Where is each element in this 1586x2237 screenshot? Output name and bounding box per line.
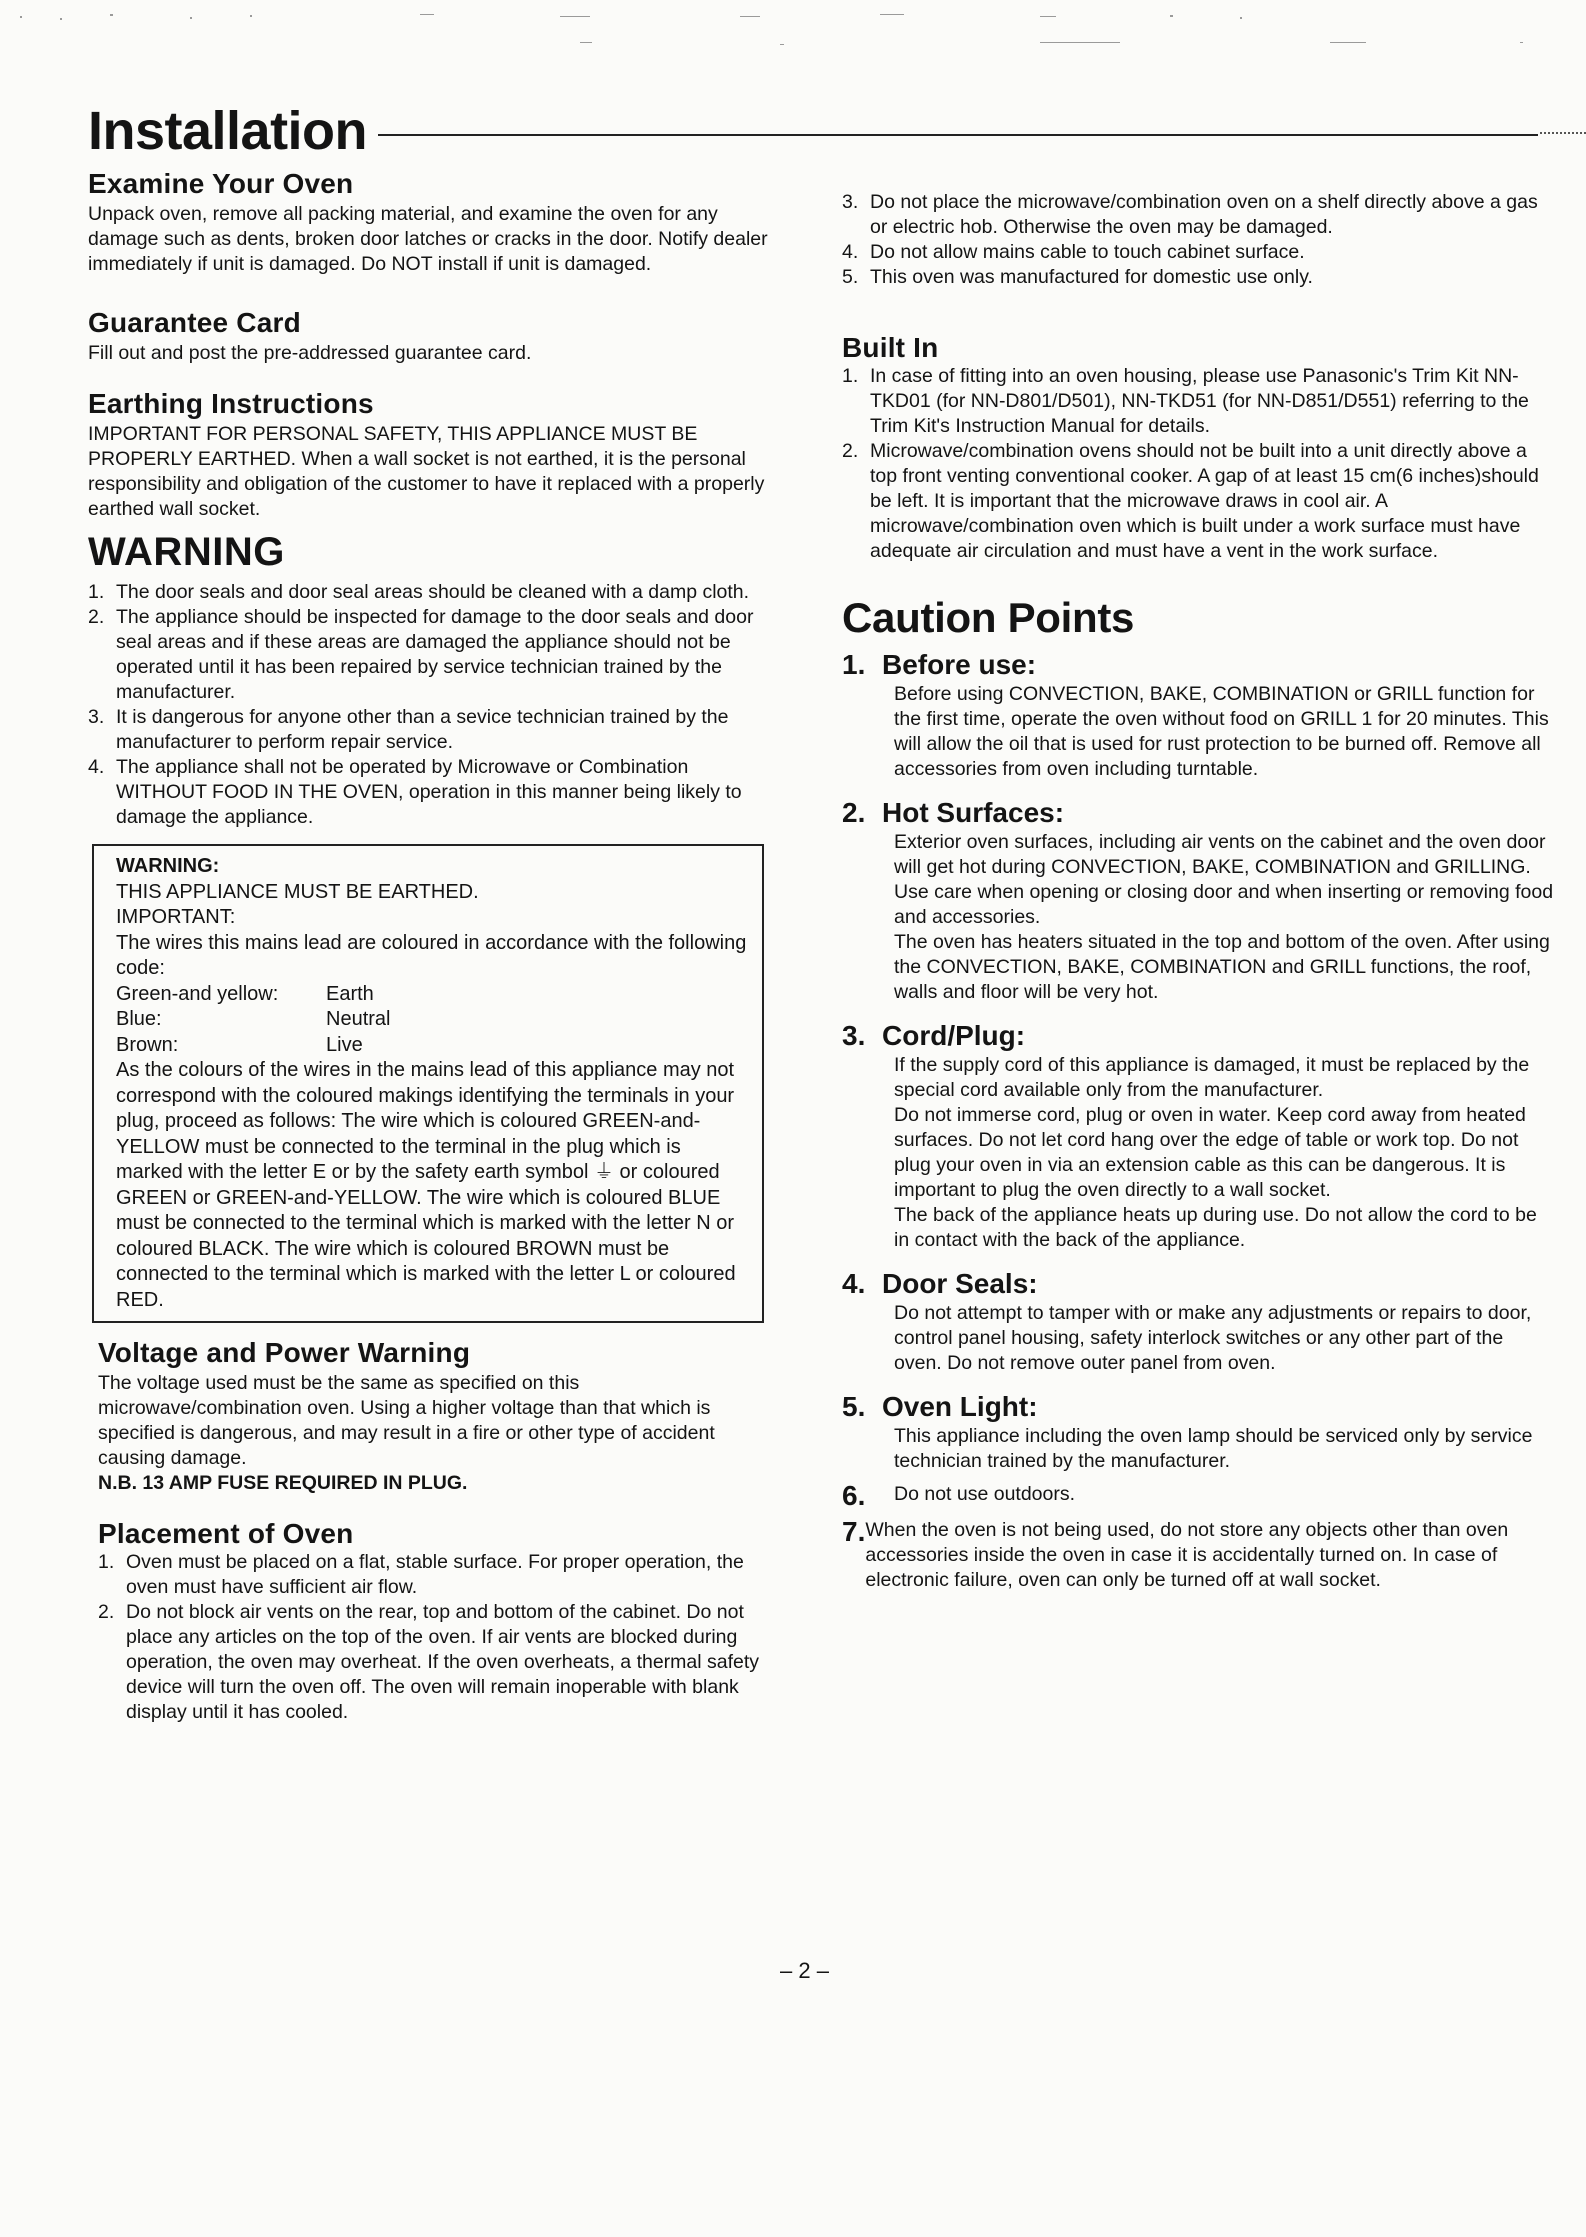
caution-point-6: 6. Do not use outdoors. — [842, 1480, 1076, 1511]
list-item: 1. In case of fitting into an oven housing, please use Panasonic's Trim Kit NN-TKD01 (for NN-D801/D501), NN-TKD51 (for NN-D851/D551) referring to the Trim Kit's Instruction Manual for details. — [842, 365, 1529, 437]
list-item: 3. Do not place the microwave/combination oven on a shelf directly above a gas or electric hob. Otherwise the oven may be damaged. — [842, 191, 1538, 238]
warning-list — [88, 580, 778, 830]
list-item: 3. It is dangerous for anyone other than a sevice technician trained by the manufacturer to perform repair service. — [88, 706, 729, 753]
voltage-heading: Voltage and Power Warning — [98, 1337, 471, 1368]
voltage-note: N.B. 13 AMP FUSE REQUIRED IN PLUG. — [98, 1472, 468, 1494]
caution-point-7: 7. When the oven is not being used, do not store any objects other than oven accessories inside the oven in case it is accidentally turned on. In case of electronic failure, oven can only be turned off at wall socket. — [842, 1516, 1509, 1591]
page-number: – 2 – — [780, 1958, 829, 1983]
title-rule — [378, 134, 1538, 136]
title-rule-tail — [1540, 132, 1586, 134]
built-in-list — [842, 364, 1554, 564]
list-item: 5. This oven was manufactured for domestic use only. — [842, 266, 1313, 288]
list-item: 2. Do not block air vents on the rear, top and bottom of the cabinet. Do not place any articles on the top of the oven. If air vents are blocked during operation, the oven may overheat. If the oven overheats, a thermal safety device will turn the oven off. The oven will remain inoperable with blank display until it has cooled. — [98, 1601, 760, 1723]
code-row: Brown: Live — [116, 1033, 363, 1056]
page-header — [88, 100, 1548, 162]
box-line3: The wires this mains lead are coloured in accordance with the following code: — [116, 931, 747, 979]
box-line1: THIS APPLIANCE MUST BE EARTHED. — [116, 880, 479, 903]
guarantee-heading: Guarantee Card — [88, 307, 301, 338]
placement-list — [88, 1550, 778, 1725]
scan-noise — [0, 8, 1586, 48]
code-row: Green-and yellow: Earth — [116, 982, 374, 1005]
box-line2: IMPORTANT: — [116, 906, 236, 928]
placement-heading: Placement of Oven — [98, 1518, 354, 1549]
warning-heading: WARNING — [88, 530, 285, 574]
earthing-text: IMPORTANT FOR PERSONAL SAFETY, THIS APPLIANCE MUST BE PROPERLY EARTHED. When a wall socket is not earthed, it is the personal responsibility and obligation of the customer to have it replaced with a properly earthed wall socket. — [88, 423, 765, 520]
caution-point-oven-light: 5. Oven Light: This appliance including the oven lamp should be serviced only by service technician trained by the manufacturer. — [842, 1391, 1533, 1472]
list-item: 4. Do not allow mains cable to touch cabinet surface. — [842, 241, 1305, 263]
caution-point-before-use: 1. Before use: Before using CONVECTION, BAKE, COMBINATION or GRILL function for the first time, operate the oven without food on GRILL 1 for 20 minutes. This will allow the oil that is used for rust protection to be burned off. Remove all accessories from oven including turntable. — [842, 649, 1549, 780]
voltage-text: The voltage used must be the same as specified on this microwave/combination oven. Using a higher voltage than that which is specified is dangerous, and may result in a fire or other type of accident causing damage. — [98, 1372, 715, 1469]
examine-text: Unpack oven, remove all packing material, and examine the oven for any damage such as dents, broken door latches or cracks in the door. Notify dealer immediately if unit is damaged. Do NOT install if unit is damaged. — [88, 203, 768, 275]
caution-heading: Caution Points — [842, 594, 1135, 641]
caution-point-cord-plug: 3. Cord/Plug: If the supply cord of this appliance is damaged, it must be replaced by the special cord available only from the manufacturer. Do not immerse cord, plug or oven in water. Keep cord away from heated surfaces. Do not let cord hang over the edge of table or work top. Do not plug your oven in via an extension cable as this can be dangerous. It is important to plug the oven directly to a wall socket. The back of the appliance heats up during use. Do not allow the cord to be in contact with the back of the appliance. — [842, 1020, 1537, 1251]
list-item: 1. The door seals and door seal areas should be cleaned with a damp cloth. — [88, 581, 750, 603]
right-column — [842, 190, 1554, 1593]
examine-heading: Examine Your Oven — [88, 168, 354, 199]
earthing-warning-box — [92, 844, 764, 1323]
left-column — [88, 168, 778, 1725]
caution-point-door-seals: 4. Door Seals: Do not attempt to tamper with or make any adjustments or repairs to door, control panel housing, safety interlock switches or any other part of the oven. Do not remove outer panel from oven. — [842, 1268, 1532, 1374]
list-item: 4. The appliance shall not be operated by Microwave or Combination WITHOUT FOOD IN THE OVEN, operation in this manner being likely to damage the appliance. — [88, 756, 742, 828]
code-row: Blue: Neutral — [116, 1008, 391, 1030]
page-title: Installation — [88, 101, 368, 161]
earthing-heading: Earthing Instructions — [88, 388, 374, 419]
list-item: 2. Microwave/combination ovens should not be built into a unit directly above a top front venting conventional cooker. A gap of at least 15 cm(6 inches)should be left. It is important that the microwave draws in cool air. A microwave/combination oven which is built under a work surface must have adequate air circulation and must have a vent in the work surface. — [842, 440, 1539, 562]
caution-point-hot-surfaces: 2. Hot Surfaces: Exterior oven surfaces, including air vents on the cabinet and the oven door will get hot during CONVECTION, BAKE, COMBINATION and GRILLING. Use care when opening or closing door and when inserting or removing food and accessories. The oven has heaters situated in the top and bottom of the oven. After using the CONVECTION, BAKE, COMBINATION and GRILL functions, the roof, walls and floor will be very hot. — [842, 797, 1554, 1003]
list-item: 2. The appliance should be inspected for damage to the door seals and door seal areas and if these areas are damaged the appliance should not be operated until it has been repaired by service technician trained by the manufacturer. — [88, 606, 754, 703]
placement-list-continued — [842, 190, 1554, 290]
list-item: 1. Oven must be placed on a flat, stable surface. For proper operation, the oven must have sufficient air flow. — [98, 1551, 744, 1598]
guarantee-text: Fill out and post the pre-addressed guarantee card. — [88, 342, 532, 364]
box-title: WARNING: — [116, 855, 220, 877]
built-in-heading: Built In — [842, 332, 939, 363]
box-text: As the colours of the wires in the mains lead of this appliance may not correspond with the coloured makings identifying the terminals in your plug, proceed as follows: The wire which is coloured GREEN-and-YELLOW must be connected to the terminal in the plug which is marked with the letter E or by the safety earth symbol ⏚ or coloured GREEN or GREEN-and-YELLOW. The wire which is coloured BLUE must be connected to the terminal which is marked with the letter N or coloured BLACK. The wire which is coloured BROWN must be connected to the terminal which is marked with the letter L or coloured RED. — [116, 1059, 736, 1311]
